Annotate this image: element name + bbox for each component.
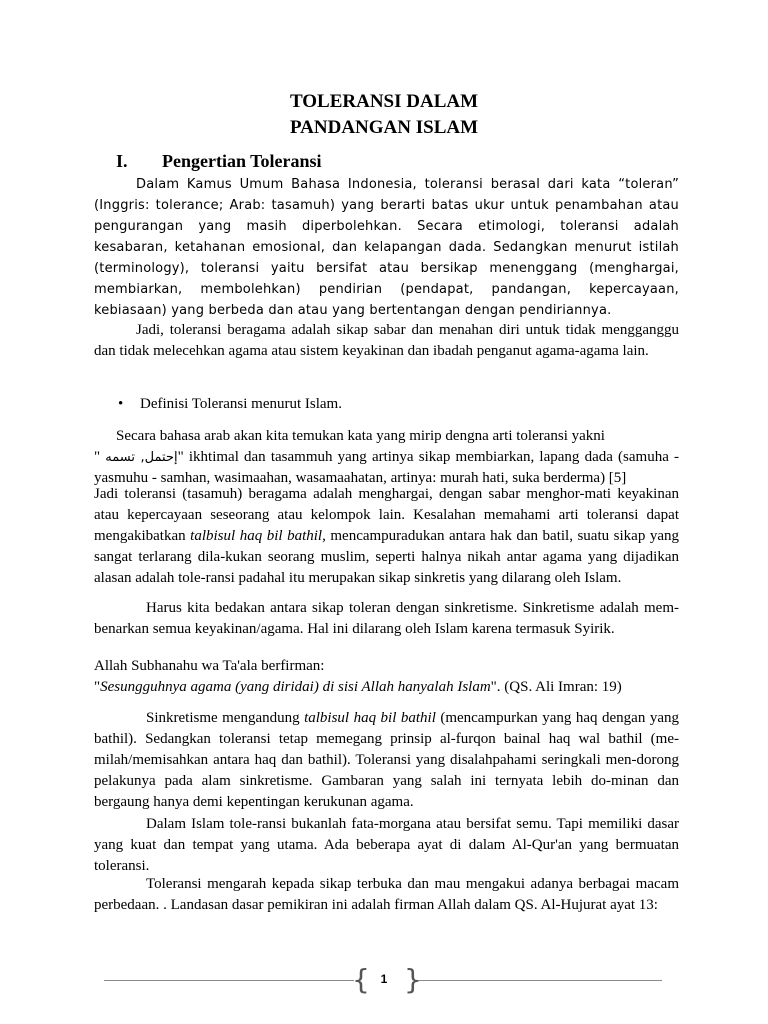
page-number: 1	[380, 972, 388, 986]
paragraph-openness-text: Toleransi mengarah kepada sikap terbuka dan mau mengakui adanya berbagai macam perbedaan. . Landasan dasar pemikiran ini adalah firman Allah dalam QS. Al-Hujurat ayat 13:	[94, 876, 679, 913]
quote-mark-open: "	[94, 679, 101, 695]
footer-brace-left: {	[352, 963, 370, 996]
bullet-symbol: •	[118, 396, 124, 412]
talbisul-text-b: (mencampurkan yang haq dengan yang bathil). Sedangkan toleransi tetap memegang prinsip al-furqon bainal haq wal bathil (me-milah/memisahkan antara haq dan bathil). Toleransi yang disalahpahami seringkali men-dorong pelakunya pada alam sinkretisme. Gambaran yang salah ini ternyata lebih do-minan dan bergaung hanya demi kepentingan kerukunan agama.	[94, 710, 679, 810]
footer-brace-right: }	[404, 963, 422, 996]
paragraph-islam-tolerance	[94, 814, 679, 877]
arabic-term: إحتمل, تسمه	[105, 450, 178, 465]
paragraph-quran-quote	[94, 656, 679, 698]
section-title: Pengertian Toleransi	[162, 151, 322, 171]
tasamuh-text-a: Jadi toleransi (tasamuh) beragama adalah menghargai, dengan sabar menghor-mati keyakinan atau kepercayaan seseorang atau kelompok lain. Kesalahan memahami arti toleransi dapat mengakibatkan	[94, 486, 679, 544]
quote-open: "	[94, 449, 106, 465]
paragraph-arabic-body	[94, 447, 679, 489]
quote-close: "	[177, 449, 184, 465]
paragraph-definition-text: Dalam Kamus Umum Bahasa Indonesia, toleransi berasal dari kata “toleran” (Inggris: tolerance; Arab: tasamuh) yang berarti batas ukur untuk penambahan atau pengurangan yang masih diperbolehkan. Secara etimologi, toleransi adalah kesabaran, ketahanan emosional, dan kelapangan dada. Sedangkan menurut istilah (terminology), toleransi yaitu bersifat atau bersikap menenggang (menghargai, membiarkan, membolehkan) pendirian (pendapat, pandangan, kepercayaan, kebiasaan) yang berbeda dan atau yang bertentangan dengan pendiriannya.	[94, 177, 679, 318]
paragraph-arabic-line-1: Secara bahasa arab akan kita temukan kata yang mirip dengna arti toleransi yakni	[116, 428, 605, 444]
bullet-text: Definisi Toleransi menurut Islam.	[140, 396, 342, 412]
paragraph-islam-tolerance-text: Dalam Islam tole-ransi bukanlah fata-morgana atau bersifat semu. Tapi memiliki dasar yang kuat dan tempat yang utama. Ada beberapa ayat di dalam Al-Qur'an yang bermuatan toleransi.	[94, 816, 679, 874]
talbisul-text-a: Sinkretisme mengandung	[146, 710, 305, 726]
tasamuh-italic: talbisul haq bil bathil	[190, 528, 323, 544]
footer-rule-left	[104, 980, 354, 981]
paragraph-definition	[94, 174, 679, 321]
quote-text: Sesungguhnya agama (yang diridai) di sisi Allah hanyalah Islam	[100, 679, 491, 695]
paragraph-sinkretisme-text: Harus kita bedakan antara sikap toleran dengan sinkretisme. Sinkretisme adalah mem-benarkan semua keyakinan/agama. Hal ini dilarang oleh Islam karena termasuk Syirik.	[94, 600, 679, 637]
paragraph-sinkretisme	[94, 598, 679, 640]
paragraph-religious-tolerance-text: Jadi, toleransi beragama adalah sikap sabar dan menahan diri untuk tidak mengganggu dan tidak melecehkan agama atau sistem keyakinan dan ibadah penganut agama-agama lain.	[94, 322, 679, 359]
paragraph-arabic-terms	[94, 426, 679, 489]
tasamuh-text-b: , mencampuradukan antara hak dan batil, suatu sikap yang sangat terlarang dila-kukan seorang muslim, seperti halnya nikah antar agama yang dijadikan alasan adalah tole-ransi padahal itu merupakan sikap sinkretis yang dilarang oleh Islam.	[94, 528, 679, 586]
bullet-item	[118, 394, 342, 415]
paragraph-openness	[94, 874, 679, 916]
paragraph-talbisul	[94, 708, 679, 813]
paragraph-religious-tolerance	[94, 320, 679, 362]
arabic-explanation: ikhtimal dan tasammuh yang artinya sikap membiarkan, lapang dada (samuha - yasmuhu - samhan, wasimaahan, wasamaahatan, artinya: murah hati, suka berderma) [5]	[94, 449, 680, 486]
quote-intro: Allah Subhanahu wa Ta'ala berfirman:	[94, 658, 325, 674]
section-number: I.	[116, 151, 128, 171]
talbisul-italic: talbisul haq bil bathil	[304, 710, 436, 726]
footer-rule-right	[414, 980, 662, 981]
document-title-line-1: TOLERANSI DALAM	[289, 91, 479, 112]
quote-citation: ". (QS. Ali Imran: 19)	[490, 679, 622, 695]
paragraph-tasamuh	[94, 484, 679, 589]
document-title-line-2: PANDANGAN ISLAM	[289, 117, 479, 138]
section-heading	[116, 150, 322, 172]
